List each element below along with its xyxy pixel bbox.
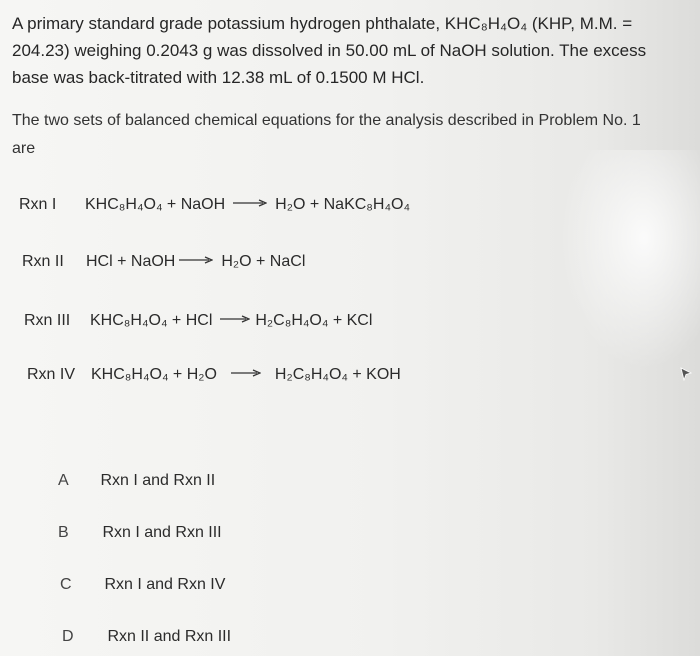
reaction-products: H₂O + NaCl	[221, 253, 306, 270]
reaction-reactants: KHC₈H₄O₄ + H₂O	[91, 366, 217, 383]
choice-c[interactable]	[60, 576, 225, 594]
problem-statement	[12, 10, 687, 91]
choice-text: Rxn I and Rxn II	[100, 472, 216, 489]
question-intro	[12, 106, 687, 164]
problem-line: 204.23) weighing 0.2043 g was dissolved in 50.00 mL of NaOH solution. The excess	[12, 41, 647, 60]
problem-line: base was back-titrated with 12.38 mL of 0.1500 M HCl.	[12, 68, 425, 87]
reaction-arrow-icon	[231, 369, 261, 379]
reaction-3	[24, 312, 372, 330]
reaction-label: Rxn I	[19, 196, 57, 213]
reaction-products: H₂C₈H₄O₄ + KOH	[274, 366, 401, 383]
reaction-products: H₂C₈H₄O₄ + KCl	[255, 312, 373, 329]
reaction-arrow-icon	[179, 256, 213, 266]
choice-letter: D	[62, 628, 74, 645]
reaction-2	[22, 253, 305, 271]
problem-line: A primary standard grade potassium hydrogen phthalate, KHC₈H₄O₄ (KHP, M.M. =	[12, 14, 633, 33]
reaction-arrow-icon	[220, 315, 250, 325]
reaction-reactants: KHC₈H₄O₄ + NaOH	[85, 196, 226, 213]
intro-line: The two sets of balanced chemical equations for the analysis described in Problem No. 1	[12, 112, 641, 129]
reaction-1	[19, 196, 410, 214]
reaction-arrow-icon	[233, 199, 267, 209]
intro-line: are	[12, 140, 36, 157]
choice-text: Rxn I and Rxn IV	[104, 576, 226, 593]
choice-text: Rxn I and Rxn III	[102, 524, 222, 541]
choice-letter: B	[58, 524, 69, 541]
screen-glare	[560, 150, 700, 370]
reaction-label: Rxn IV	[27, 366, 76, 383]
reaction-label: Rxn III	[24, 312, 71, 329]
reaction-4	[27, 366, 401, 384]
choice-letter: C	[60, 576, 72, 593]
choice-text: Rxn II and Rxn III	[107, 628, 232, 645]
mouse-cursor-icon	[680, 367, 692, 386]
choice-b[interactable]	[58, 524, 222, 542]
reaction-products: H₂O + NaKC₈H₄O₄	[275, 196, 410, 213]
reaction-label: Rxn II	[22, 253, 64, 270]
reaction-reactants: HCl + NaOH	[86, 253, 176, 270]
reaction-reactants: KHC₈H₄O₄ + HCl	[90, 312, 213, 329]
choice-d[interactable]	[62, 628, 231, 646]
choice-a[interactable]	[58, 472, 215, 490]
choice-letter: A	[58, 472, 69, 489]
